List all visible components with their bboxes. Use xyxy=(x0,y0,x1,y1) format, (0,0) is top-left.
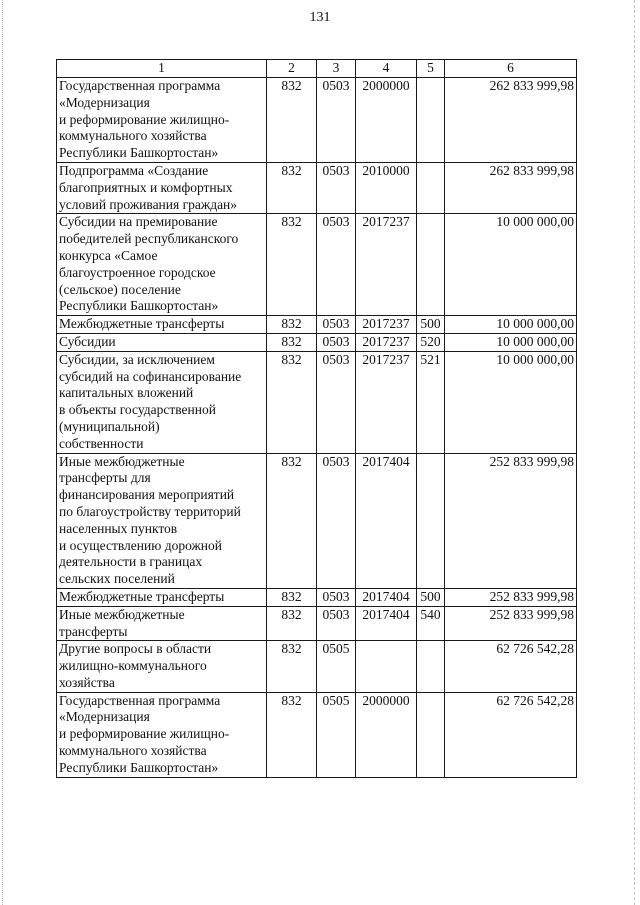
row-article xyxy=(356,641,417,692)
row-amount: 10 000 000,00 xyxy=(445,316,577,334)
row-section: 0503 xyxy=(317,351,356,453)
row-section: 0503 xyxy=(317,453,356,588)
row-code: 832 xyxy=(267,351,317,453)
row-article: 2010000 xyxy=(356,162,417,213)
row-type: 521 xyxy=(417,351,445,453)
row-type: 520 xyxy=(417,333,445,351)
row-name: Субсидии, за исключением субсидий на софинансирование капитальных вложений в объекты государственной (муниципальной) собственности xyxy=(57,351,267,453)
row-code: 832 xyxy=(267,641,317,692)
row-section: 0505 xyxy=(317,692,356,777)
table-row xyxy=(57,214,577,316)
row-article: 2017237 xyxy=(356,351,417,453)
row-amount: 10 000 000,00 xyxy=(445,214,577,316)
row-code: 832 xyxy=(267,453,317,588)
row-name: Государственная программа «Модернизация и реформирование жилищно- коммунального хозяйства Республики Башкортостан» xyxy=(57,78,267,163)
column-header-amount: 6 xyxy=(445,60,577,78)
row-section: 0503 xyxy=(317,162,356,213)
table-row xyxy=(57,316,577,334)
page-number: 131 xyxy=(309,10,331,25)
row-amount: 262 833 999,98 xyxy=(445,78,577,163)
row-name: Межбюджетные трансферты xyxy=(57,588,267,606)
row-name: Другие вопросы в области жилищно-коммунального хозяйства xyxy=(57,641,267,692)
table-row xyxy=(57,588,577,606)
table-row xyxy=(57,78,577,163)
row-section: 0505 xyxy=(317,641,356,692)
row-type: 540 xyxy=(417,606,445,641)
table-header-row xyxy=(57,60,577,78)
row-name: Субсидии на премирование победителей республиканского конкурса «Самое благоустроенное городское (сельское) поселение Республики Башкортостан» xyxy=(57,214,267,316)
row-code: 832 xyxy=(267,333,317,351)
column-header-name: 1 xyxy=(57,60,267,78)
row-amount: 252 833 999,98 xyxy=(445,606,577,641)
column-header-type: 5 xyxy=(417,60,445,78)
row-name: Иные межбюджетные трансферты xyxy=(57,606,267,641)
table-row xyxy=(57,333,577,351)
row-code: 832 xyxy=(267,692,317,777)
row-name: Государственная программа «Модернизация и реформирование жилищно- коммунального хозяйства Республики Башкортостан» xyxy=(57,692,267,777)
row-article: 2017404 xyxy=(356,606,417,641)
row-name: Иные межбюджетные трансферты для финансирования мероприятий по благоустройству территорий населенных пунктов и осуществлению дорожной деятельности в границах сельских поселений xyxy=(57,453,267,588)
row-code: 832 xyxy=(267,162,317,213)
budget-table xyxy=(56,59,577,778)
column-header-code: 2 xyxy=(267,60,317,78)
table-row xyxy=(57,351,577,453)
row-article: 2017404 xyxy=(356,453,417,588)
row-type xyxy=(417,214,445,316)
scan-edge-right xyxy=(634,0,636,905)
row-section: 0503 xyxy=(317,214,356,316)
row-code: 832 xyxy=(267,214,317,316)
row-article: 2017237 xyxy=(356,316,417,334)
column-header-article: 4 xyxy=(356,60,417,78)
row-type xyxy=(417,162,445,213)
row-type xyxy=(417,78,445,163)
row-type: 500 xyxy=(417,588,445,606)
table-row xyxy=(57,162,577,213)
row-section: 0503 xyxy=(317,78,356,163)
table-row xyxy=(57,453,577,588)
row-type xyxy=(417,692,445,777)
row-amount: 62 726 542,28 xyxy=(445,692,577,777)
row-code: 832 xyxy=(267,78,317,163)
row-name: Субсидии xyxy=(57,333,267,351)
row-article: 2000000 xyxy=(356,78,417,163)
scan-edge-left xyxy=(2,0,4,905)
table-row xyxy=(57,641,577,692)
row-article: 2017404 xyxy=(356,588,417,606)
row-type xyxy=(417,641,445,692)
row-amount: 10 000 000,00 xyxy=(445,333,577,351)
row-amount: 252 833 999,98 xyxy=(445,588,577,606)
row-code: 832 xyxy=(267,588,317,606)
row-amount: 62 726 542,28 xyxy=(445,641,577,692)
row-code: 832 xyxy=(267,316,317,334)
row-article: 2017237 xyxy=(356,214,417,316)
row-name: Межбюджетные трансферты xyxy=(57,316,267,334)
row-amount: 10 000 000,00 xyxy=(445,351,577,453)
table-row xyxy=(57,692,577,777)
row-amount: 262 833 999,98 xyxy=(445,162,577,213)
row-section: 0503 xyxy=(317,316,356,334)
table-body xyxy=(57,78,577,778)
row-amount: 252 833 999,98 xyxy=(445,453,577,588)
row-code: 832 xyxy=(267,606,317,641)
row-article: 2017237 xyxy=(356,333,417,351)
row-name: Подпрограмма «Создание благоприятных и комфортных условий проживания граждан» xyxy=(57,162,267,213)
column-header-section: 3 xyxy=(317,60,356,78)
row-type xyxy=(417,453,445,588)
row-section: 0503 xyxy=(317,333,356,351)
row-type: 500 xyxy=(417,316,445,334)
row-section: 0503 xyxy=(317,588,356,606)
table-row xyxy=(57,606,577,641)
row-article: 2000000 xyxy=(356,692,417,777)
row-section: 0503 xyxy=(317,606,356,641)
